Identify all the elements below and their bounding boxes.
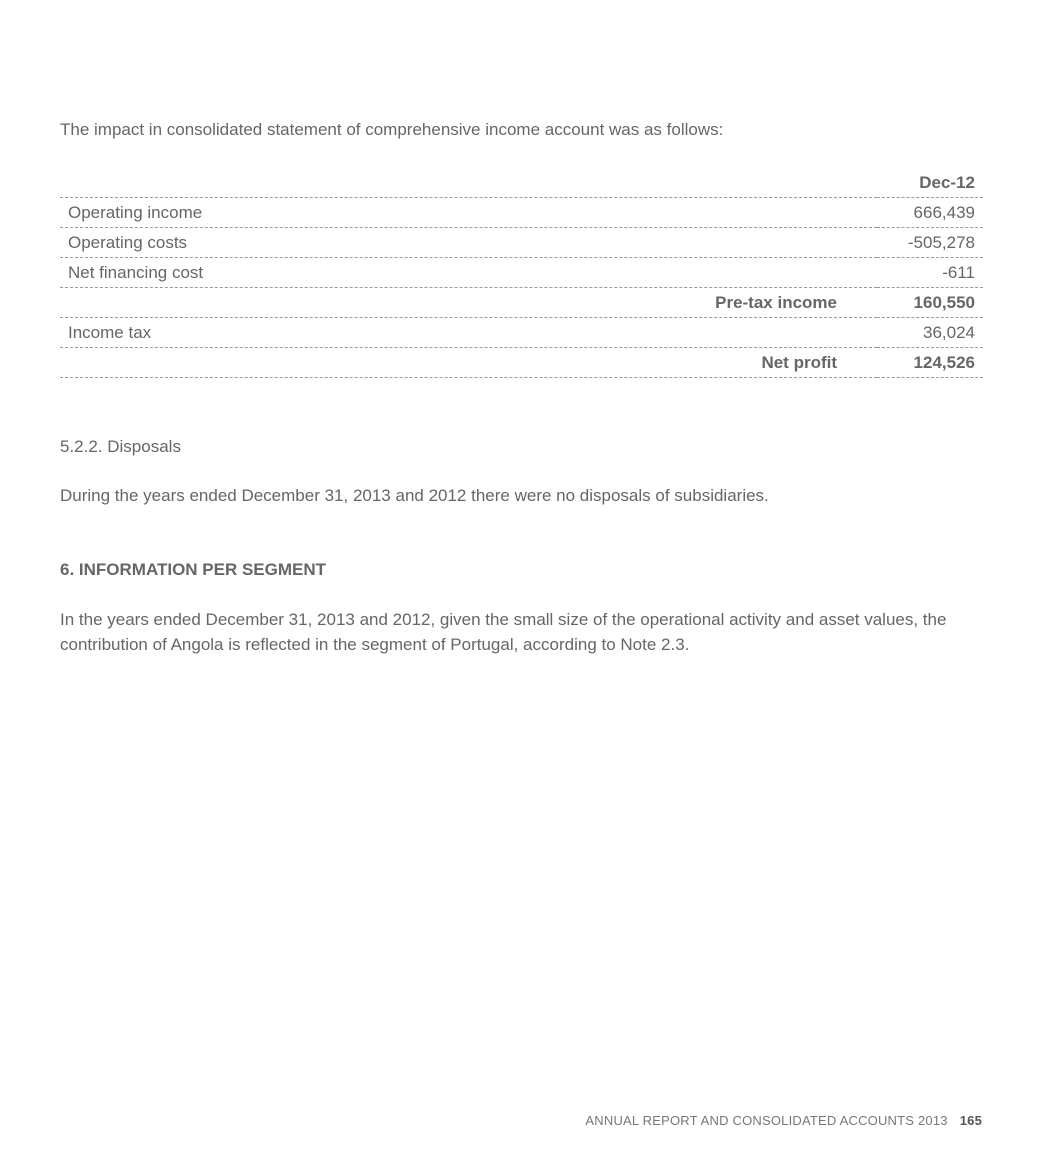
subtotal-row [60, 288, 983, 318]
segment-section-title: 6. INFORMATION PER SEGMENT [60, 560, 327, 579]
report-title: ANNUAL REPORT AND CONSOLIDATED ACCOUNTS 2013 [585, 1113, 948, 1128]
table-row [60, 198, 983, 228]
table-row [60, 318, 983, 348]
page-footer [585, 1113, 982, 1128]
row-label: Net financing cost [60, 258, 877, 288]
subtotal-value: 160,550 [877, 288, 983, 318]
subtotal-value: 124,526 [877, 348, 983, 378]
disposals-text: During the years ended December 31, 2013 and 2012 there were no disposals of subsidiaries. [60, 486, 769, 505]
disposals-heading: 5.2.2. Disposals [60, 437, 181, 456]
row-label: Operating costs [60, 228, 877, 258]
row-value: -611 [877, 258, 983, 288]
row-value: 36,024 [877, 318, 983, 348]
row-label: Income tax [60, 318, 877, 348]
row-value: -505,278 [877, 228, 983, 258]
table-row [60, 228, 983, 258]
subtotal-label: Net profit [60, 348, 877, 378]
table-header-blank [60, 168, 877, 198]
table-row [60, 258, 983, 288]
intro-text: The impact in consolidated statement of comprehensive income account was as follows: [60, 120, 724, 139]
subtotal-label: Pre-tax income [60, 288, 877, 318]
income-impact-table [60, 168, 983, 378]
table-header-row [60, 168, 983, 198]
row-value: 666,439 [877, 198, 983, 228]
subtotal-row [60, 348, 983, 378]
page-number: 165 [959, 1113, 982, 1128]
row-label: Operating income [60, 198, 877, 228]
column-header-dec-12: Dec-12 [877, 168, 983, 198]
segment-text: In the years ended December 31, 2013 and 2012, given the small size of the operational activity and asset values, the contribution of Angola is reflected in the segment of Portugal, according to Note 2.3. [60, 610, 947, 654]
